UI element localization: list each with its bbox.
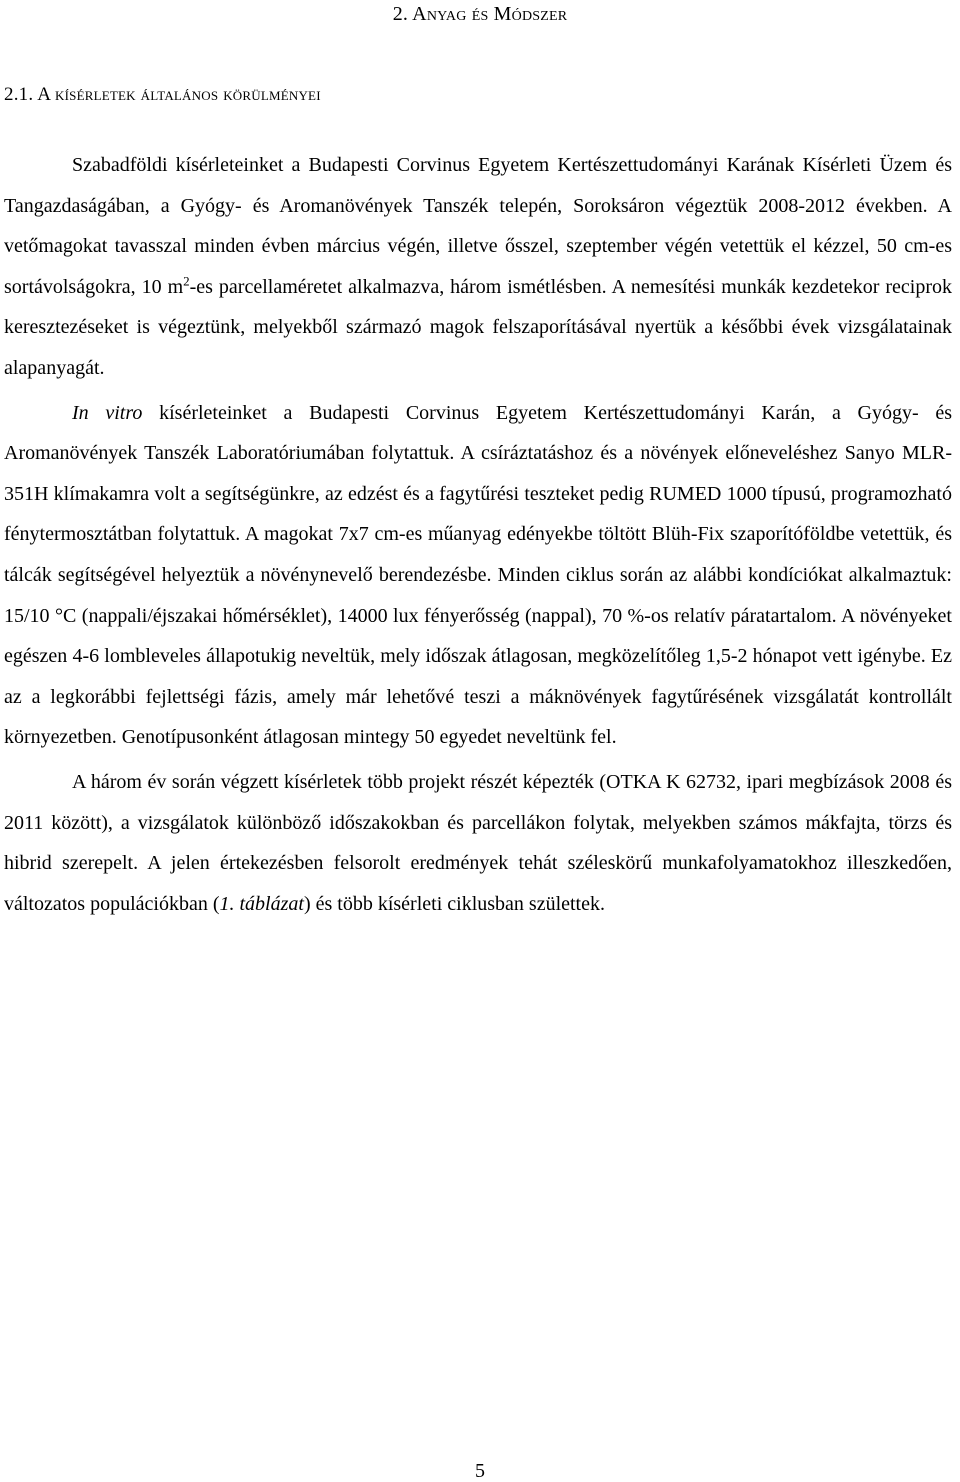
paragraph-2	[4, 393, 952, 758]
paragraph-1-part-1: Szabadföldi kísérleteinket a Budapesti Corvinus Egyetem Kertészettudományi Karának Kísérleti Üzem és Tangazdaságában, a Gyógy- és Aromanövények Tanszék telepén, Soroksáron végeztük 2008-2012 években. A vetőmagokat tavasszal minden évben március végén, illetve ősszel, szeptember végén vetettük el kézzel, 50 cm-es sortávolságokra, 10 m	[4, 154, 952, 298]
paragraph-2-text: kísérleteinket a Budapesti Corvinus Egyetem Kertészettudományi Karán, a Gyógy- és Aromanövények Tanszék Laboratóriumában folytattuk. A csíráztatáshoz és a növények előneveléshez Sanyo MLR-351H klímakamra volt a segítségünkre, az edzést és a fagytűrési teszteket pedig RUMED 1000 típusú, programozható fénytermosztátban folytattuk. A magokat 7x7 cm-es műanyag edényekbe töltött Blüh-Fix szaporítóföldbe vetettük, és tálcák segítségével helyeztük a növénynevelő berendezésbe. Minden ciklus során az alábbi kondíciókat alkalmaztuk: 15/10 °C (nappali/éjszakai hőmérséklet), 14000 lux fényerősség (nappal), 70 %-os relatív páratartalom. A növényeket egészen 4-6 lombleveles állapotukig neveltük, mely időszak átlagosan, megközelítőleg 1,5-2 hónapot vett igénybe. Ez az a legkorábbi fejlettségi fázis, amely már lehetővé teszi a máknövények fagytűrésének vizsgálatát kontrollált környezetben. Genotípusonként átlagosan mintegy 50 egyedet neveltünk fel.	[4, 401, 953, 749]
body-text	[4, 145, 952, 924]
paragraph-3-before: A három év során végzett kísérletek több projekt részét képezték (OTKA K 62732, ipari megbízások 2008 és 2011 között), a vizsgálatok különböző időszakokban és parcellákon folytak, melyekben számos mákfajta, törzs és hibrid szerepelt. A jelen értekezésben felsorolt eredmények tehát széleskörű munkafolyamatokhoz illeszkedően, változatos populációkban (	[4, 770, 952, 915]
in-vitro-italic: In vitro	[72, 401, 143, 424]
paragraph-1-part-2: -es parcellaméretet alkalmazva, három ismétlésben. A nemesítési munkák kezdetekor reciprok keresztezéseket is végeztünk, melyekből származó magok felszaporításával nyertük a későbbi évek vizsgálatainak alapanyagát.	[4, 275, 952, 379]
paragraph-3-after: ) és több kísérleti ciklusban születtek.	[303, 892, 605, 915]
paragraph-3	[4, 762, 952, 924]
section-title-text: 2.1. A kísérletek általános körülményei	[4, 84, 321, 105]
table-reference: 1. táblázat	[219, 892, 304, 915]
page-number	[0, 1460, 960, 1482]
superscript-two: 2	[183, 273, 190, 289]
page-number-text: 5	[475, 1460, 485, 1482]
chapter-title-text: 2. Anyag és Módszer	[392, 3, 568, 25]
chapter-title	[0, 2, 960, 26]
section-title	[4, 83, 321, 107]
paragraph-1	[4, 145, 952, 389]
